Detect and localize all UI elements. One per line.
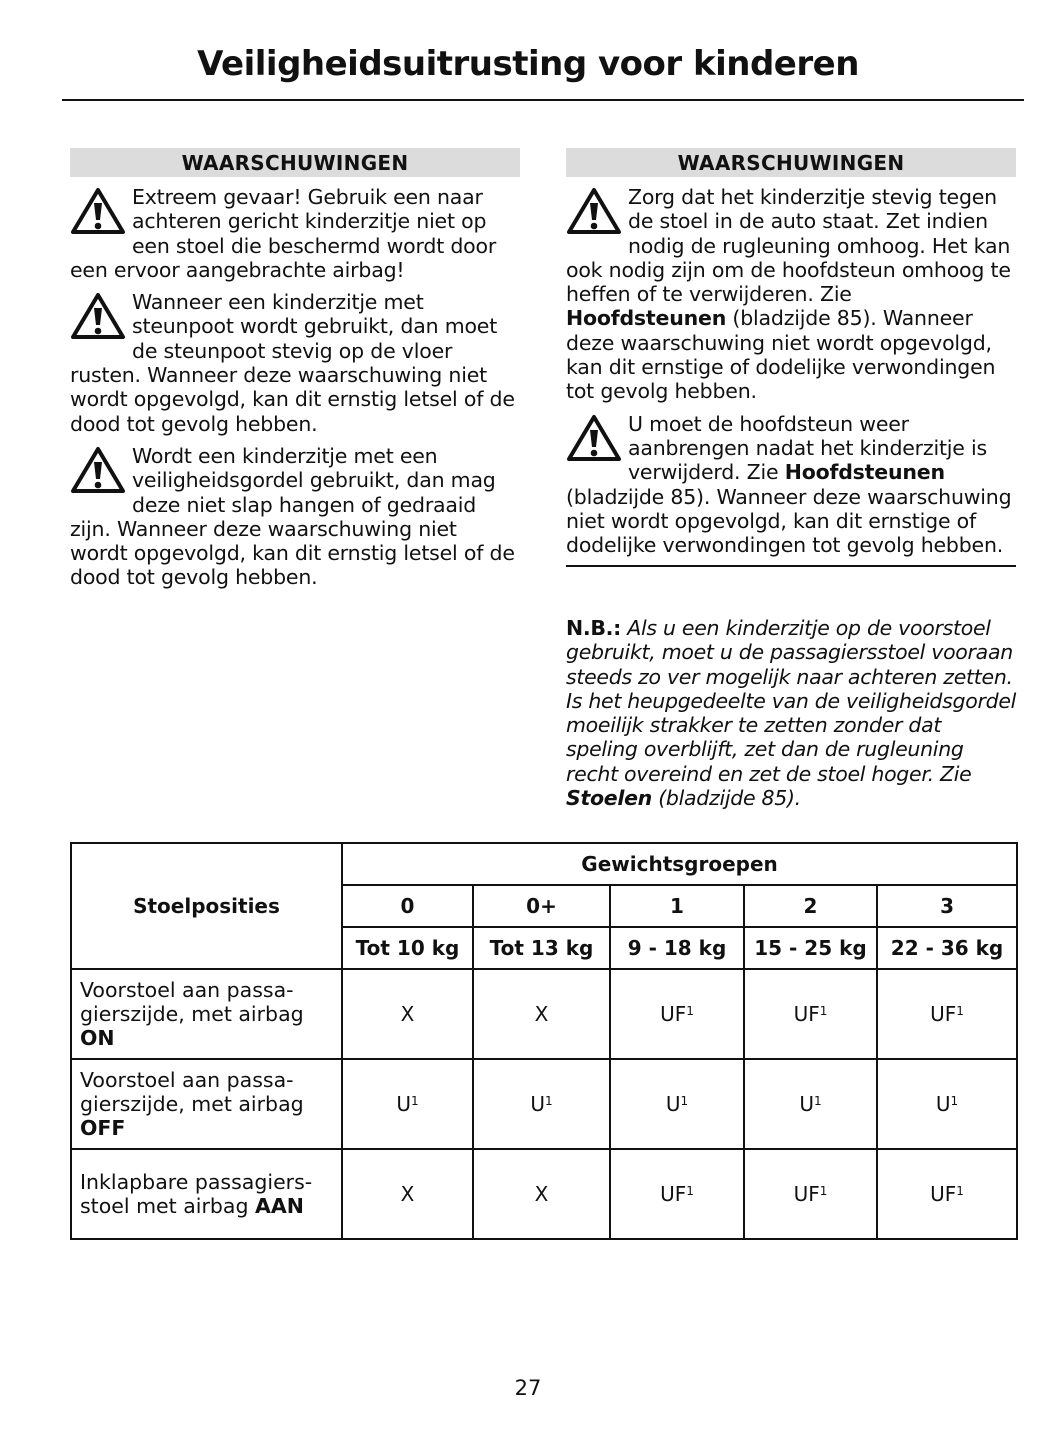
cell-value: U <box>935 1092 951 1116</box>
warning-triangle-icon <box>566 414 622 462</box>
weight-cell: 9 - 18 kg <box>610 927 744 969</box>
row-label-text: Inklapbare passagiers-stoel met airbag <box>80 1170 313 1218</box>
note-paragraph <box>566 616 1018 810</box>
weight-cell: 22 - 36 kg <box>877 927 1017 969</box>
warning-triangle-icon <box>566 187 622 235</box>
cell-superscript: 1 <box>814 1094 822 1108</box>
warning-text: Extreem gevaar! Gebruik een naar achteren gericht kinderzitje niet op een stoel die beschermd wordt door een ervoor aangebrachte airbag! <box>70 185 497 282</box>
warnings-heading: WAARSCHUWINGEN <box>70 148 520 177</box>
cell-value: X <box>534 1182 549 1206</box>
table-cell <box>610 969 744 1059</box>
group-cell: 3 <box>877 885 1017 927</box>
seat-position-table <box>70 842 1018 1240</box>
cell-superscript: 1 <box>545 1094 553 1108</box>
row-label-bold: ON <box>80 1026 115 1050</box>
warning-seat-position <box>566 185 1016 404</box>
table-header-row <box>71 843 1017 885</box>
warning-support-leg <box>70 290 520 436</box>
cell-superscript: 1 <box>819 1184 828 1198</box>
cell-superscript: 1 <box>819 1004 828 1018</box>
warning-text: (bladzijde 85). Wanneer deze waarschuwing niet wordt opgevolgd, kan dit ernstige of dodelijke verwondingen tot gevolg hebben. <box>566 484 1012 558</box>
group-cell: 0 <box>342 885 473 927</box>
table-cell <box>877 1149 1017 1239</box>
page-number: 27 <box>514 1376 542 1400</box>
cell-value: UF <box>930 1002 957 1026</box>
cell-value: UF <box>660 1182 687 1206</box>
note-text-end: (bladzijde 85). <box>651 786 801 811</box>
cell-value: UF <box>930 1182 957 1206</box>
cell-value: UF <box>660 1002 687 1026</box>
warnings-end-divider <box>566 565 1016 567</box>
row-label-text: Voorstoel aan passa-gierszijde, met airbag <box>80 978 304 1026</box>
cell-value: U <box>799 1092 814 1116</box>
warning-headrest <box>566 412 1016 558</box>
table-cell <box>877 1059 1017 1149</box>
warning-text: Wordt een kinderzitje met een veiligheidsgordel gebruikt, dan mag deze niet slap hangen of gedraaid zijn. Wanneer deze waarschuwing niet wordt opgevolgd, kan dit ernstig letsel of de dood tot gevolg hebben. <box>70 443 515 590</box>
warning-triangle-icon <box>70 446 126 494</box>
group-header: Gewichtsgroepen <box>342 843 1017 885</box>
table-row <box>71 969 1017 1059</box>
table-cell <box>744 969 877 1059</box>
warning-text: Zorg dat het kinderzitje stevig tegen de stoel in de auto staat. Zet indien nodig de rugleuning omhoog. Het kan ook nodig zijn om de hoofdsteun omhoog te heffen of te verwijderen. Zie <box>566 185 1011 307</box>
cross-reference-link[interactable]: Stoelen <box>566 786 652 811</box>
cell-value: UF <box>793 1182 820 1206</box>
warning-triangle-icon <box>70 292 126 340</box>
cross-reference-link[interactable]: Hoofdsteunen <box>566 306 727 331</box>
cell-superscript: 1 <box>956 1184 964 1198</box>
table-cell <box>610 1059 744 1149</box>
cell-value: U <box>396 1092 411 1116</box>
cell-value: X <box>534 1002 549 1026</box>
table-cell <box>342 1059 473 1149</box>
cell-superscript: 1 <box>686 1184 694 1198</box>
warning-text: U moet de hoofdsteun weer aanbrengen nadat het kinderzitje is verwijderd. Zie <box>628 411 987 485</box>
table-cell <box>610 1149 744 1239</box>
left-warnings-column <box>70 148 520 590</box>
warning-triangle-icon <box>70 187 126 235</box>
page-title: Veiligheidsuitrusting voor kinderen <box>197 44 859 84</box>
group-cell: 0+ <box>473 885 610 927</box>
cross-reference-link[interactable]: Hoofdsteunen <box>784 460 945 485</box>
cell-superscript: 1 <box>411 1094 419 1108</box>
warning-text: Wanneer een kinderzitje met steunpoot wordt gebruikt, dan moet de steunpoot stevig op de vloer rusten. Wanneer deze waarschuwing niet wordt opgevolgd, kan dit ernstig letsel of de dood tot gevolg hebben. <box>70 290 515 436</box>
right-warnings-column <box>566 148 1016 567</box>
row-label <box>71 1149 342 1239</box>
warning-airbag <box>70 185 520 282</box>
cell-superscript: 1 <box>680 1094 689 1108</box>
cell-value: UF <box>793 1002 820 1026</box>
title-divider <box>62 99 1024 101</box>
table-cell <box>473 1059 610 1149</box>
cell-value: U <box>530 1092 545 1116</box>
weight-cell: Tot 10 kg <box>342 927 473 969</box>
table-cell <box>473 1149 610 1239</box>
row-label <box>71 1059 342 1149</box>
cell-superscript: 1 <box>686 1004 694 1018</box>
table-row <box>71 1149 1017 1239</box>
table-row <box>71 1059 1017 1149</box>
warning-seat-belt <box>70 444 520 590</box>
table-cell <box>744 1149 877 1239</box>
group-cell: 1 <box>610 885 744 927</box>
weight-cell: 15 - 25 kg <box>744 927 877 969</box>
row-label-bold: OFF <box>80 1116 126 1140</box>
weight-cell: Tot 13 kg <box>473 927 610 969</box>
table-cell <box>342 969 473 1059</box>
row-label-bold: AAN <box>255 1194 304 1218</box>
warning-text: (bladzijde 85). Wanneer deze waarschuwing niet wordt opgevolgd, kan dit ernstige of dodelijke verwondingen tot gevolg hebben. <box>566 306 996 404</box>
cell-value: U <box>665 1092 681 1116</box>
group-cell: 2 <box>744 885 877 927</box>
table-cell <box>342 1149 473 1239</box>
table-cell <box>877 969 1017 1059</box>
note-label: N.B.: <box>566 616 622 640</box>
cell-value: X <box>400 1002 415 1026</box>
row-label <box>71 969 342 1059</box>
cell-value: X <box>400 1182 415 1206</box>
note-text: Als u een kinderzitje op de voorstoel gebruikt, moet u de passagiersstoel vooraan steeds zo ver mogelijk naar achteren zetten. Is het heupgedeelte van de veiligheidsgordel moeilijk strakker te zetten zonder dat speling overblijft, zet dan de rugleuning recht overeind en zet de stoel hoger. Zie <box>566 616 1017 786</box>
cell-superscript: 1 <box>950 1094 959 1108</box>
warnings-heading: WAARSCHUWINGEN <box>566 148 1016 177</box>
corner-header: Stoelposities <box>71 843 342 969</box>
table-cell <box>744 1059 877 1149</box>
row-label-text: Voorstoel aan passa-gierszijde, met airbag <box>80 1068 304 1116</box>
cell-superscript: 1 <box>956 1004 964 1018</box>
table-cell <box>473 969 610 1059</box>
